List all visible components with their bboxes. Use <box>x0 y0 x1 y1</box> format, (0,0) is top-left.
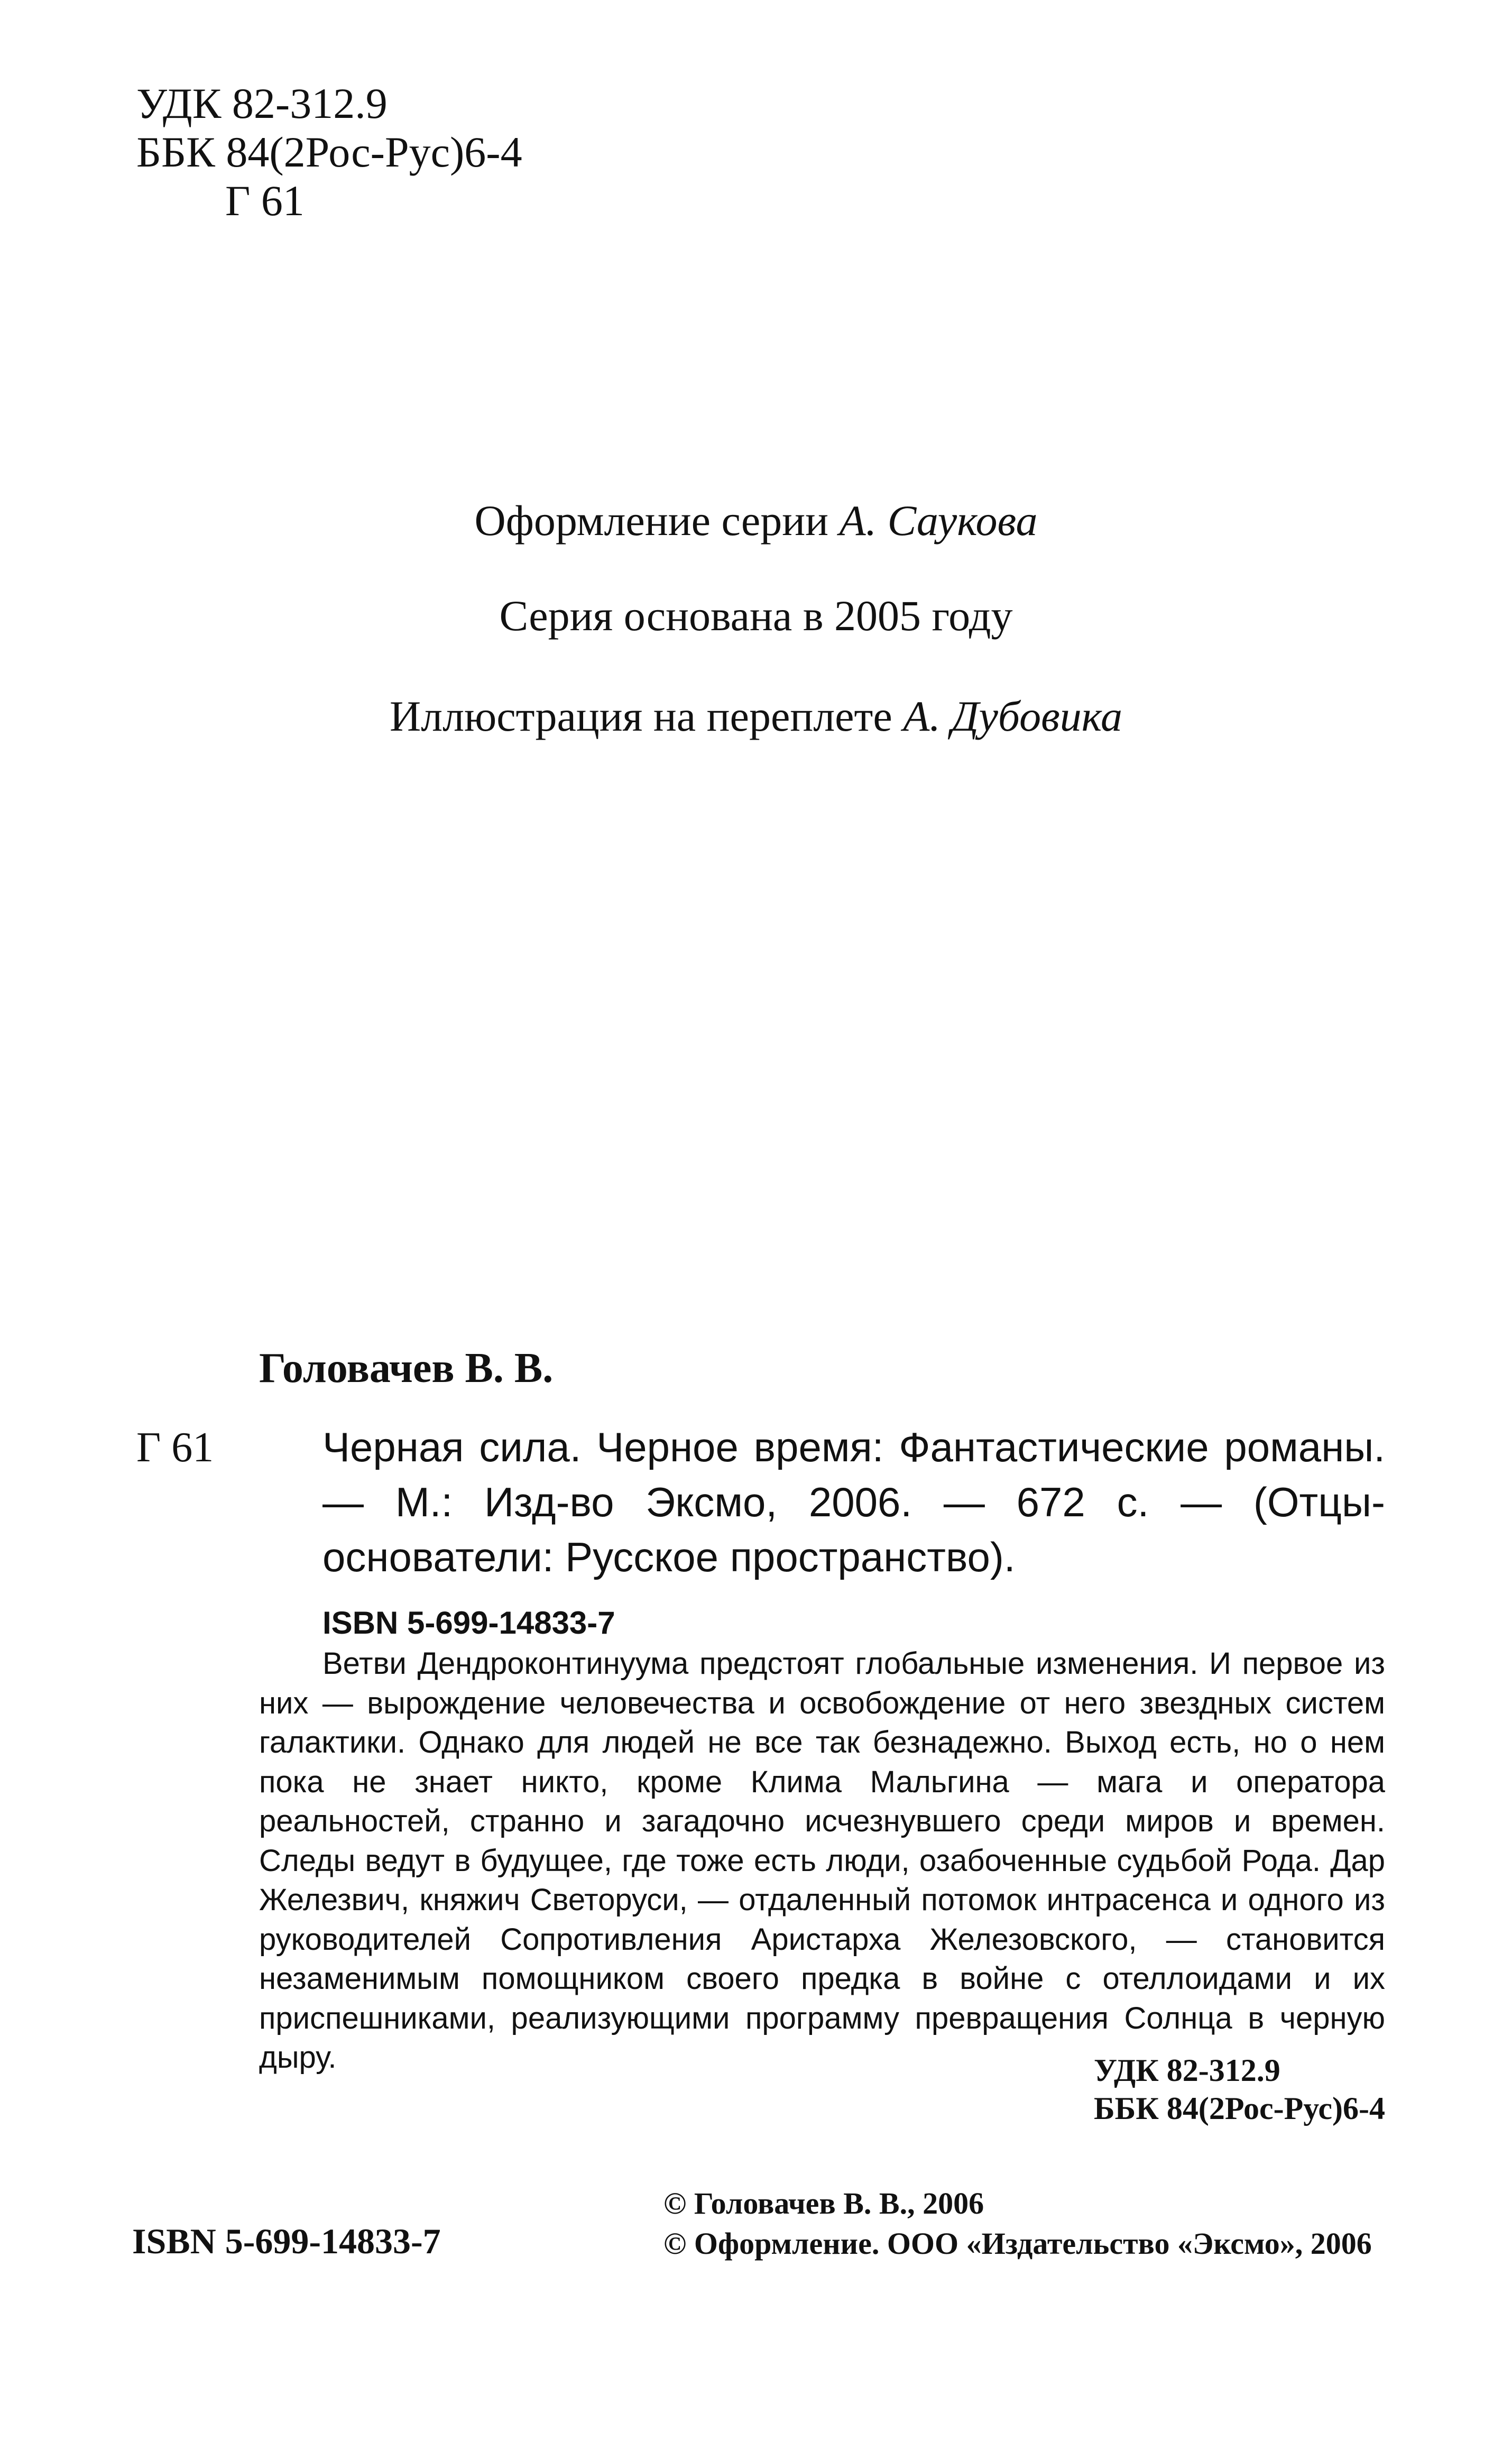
record-bbk: ББК 84(2Рос-Рус)6-4 <box>1094 2091 1385 2126</box>
series-design-credit: Оформление серии А. Саукова <box>474 496 1038 545</box>
designer-name: А. Саукова <box>839 496 1038 545</box>
copyright-author: © Головачев В. В., 2006 <box>663 2186 984 2221</box>
illustrator-name: А. Дубовика <box>903 692 1123 740</box>
record-classification <box>1094 2051 1385 2127</box>
copyright-block <box>663 2183 1372 2264</box>
classification-header <box>136 79 522 225</box>
illustration-credit: Иллюстрация на переплете А. Дубовика <box>389 692 1123 740</box>
record-udk: УДК 82-312.9 <box>1094 2053 1280 2088</box>
annotation: Ветви Дендроконтинуума предстоят глобальные изменения. И первое из них — вырождение человечества и освобождение от него звездных систем галактики. Однако для людей не все так безнадежно. Выход есть, но о нем пока не знает никто, кроме Клима Мальгина — мага и оператора реальностей, странно и загадочно исчезнувшего среди миров и времен. Следы ведут в будущее, где тоже есть люди, озабоченные судьбой Рода. Дар Железвич, княжич Светоруси, — отдаленный потомок интрасенса и одного из руководителей Сопротивления Аристарха Железовского, — становится незаменимым помощником своего предка в войне с отеллоидами и их приспешниками, реализующими программу превращения Солнца в черную дыру. <box>259 1646 1385 2075</box>
record-author: Головачев В. В. <box>259 1345 554 1392</box>
series-founded: Серия основана в 2005 году <box>499 592 1013 640</box>
bbk-code: ББК 84(2Рос-Рус)6-4 <box>136 128 522 176</box>
bibliographic-description: Черная сила. Черное время: Фантастические романы. — М.: Изд-во Эксмо, 2006. — 672 с. — (Отцы-основатели: Русское пространство). <box>322 1424 1385 1580</box>
record-author-mark: Г 61 <box>136 1424 214 1471</box>
author-mark: Г 61 <box>225 177 305 225</box>
record-isbn: ISBN 5-699-14833-7 <box>322 1605 615 1641</box>
footer-isbn: ISBN 5-699-14833-7 <box>132 2221 441 2261</box>
copyright-design: © Оформление. ООО «Издательство «Эксмо», 2006 <box>663 2226 1372 2261</box>
udk-code: УДК 82-312.9 <box>136 79 388 127</box>
